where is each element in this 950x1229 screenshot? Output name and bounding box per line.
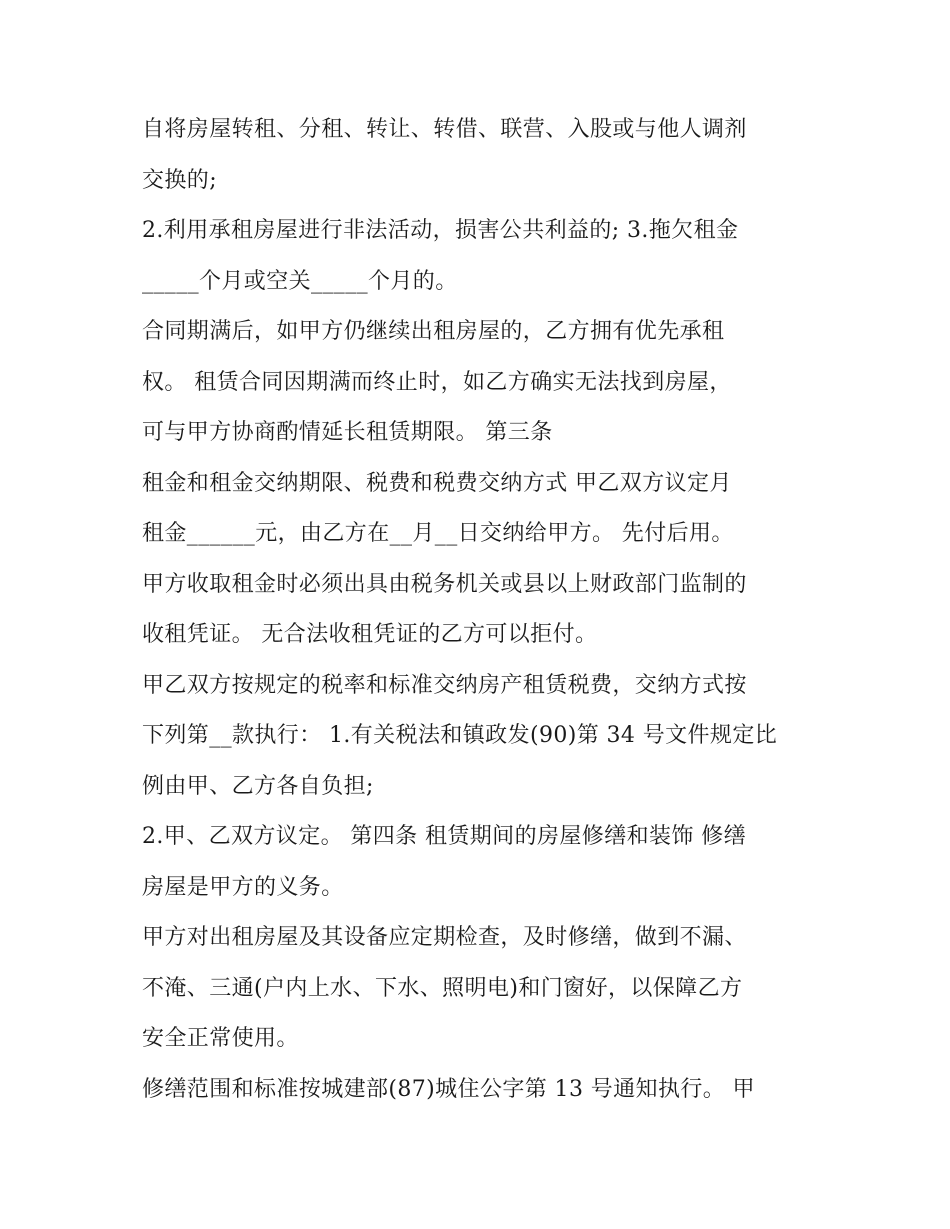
- text-line: 租金和租金交纳期限、税费和税费交纳方式 甲乙双方议定月: [142, 471, 732, 496]
- text-line: 租金______元，由乙方在__月__日交纳给甲方。 先付后用。: [142, 521, 734, 546]
- text-line: 自将房屋转租、分租、转让、转借、联营、入股或与他人调剂: [142, 117, 747, 142]
- text-line: 甲方对出租房屋及其设备应定期检查，及时修缮，做到不漏、: [142, 925, 747, 950]
- text-line: 甲乙双方按规定的税率和标准交纳房产租赁税费，交纳方式按: [142, 673, 747, 698]
- text-line: 合同期满后，如甲方仍继续出租房屋的，乙方拥有优先承租: [142, 319, 725, 344]
- text-line: 权。 租赁合同因期满而终止时，如乙方确实无法找到房屋，: [142, 370, 732, 395]
- text-line: 甲方收取租金时必须出具由税务机关或县以上财政部门监制的: [142, 572, 747, 597]
- text-line: 2.利用承租房屋进行非法活动，损害公共利益的; 3.拖欠租金: [142, 218, 739, 243]
- text-line: 房屋是甲方的义务。: [142, 875, 344, 900]
- text-line: _____个月或空关_____个月的。: [142, 269, 458, 294]
- text-line: 不淹、三通(户内上水、下水、照明电)和门窗好，以保障乙方: [142, 976, 743, 1001]
- text-line: 修缮范围和标准按城建部(87)城住公字第 13 号通知执行。 甲: [142, 1077, 755, 1102]
- text-line: 例由甲、乙方各自负担;: [142, 774, 374, 799]
- text-line: 交换的;: [142, 168, 218, 193]
- text-line: 安全正常使用。: [142, 1026, 299, 1051]
- text-line: 可与甲方协商酌情延长租赁期限。 第三条: [142, 420, 553, 445]
- text-line: 收租凭证。 无合法收租凭证的乙方可以拒付。: [142, 622, 598, 647]
- text-line: 下列第__款执行： 1.有关税法和镇政发(90)第 34 号文件规定比: [142, 723, 778, 748]
- text-line: 2.甲、乙双方议定。 第四条 租赁期间的房屋修缮和装饰 修缮: [142, 824, 746, 849]
